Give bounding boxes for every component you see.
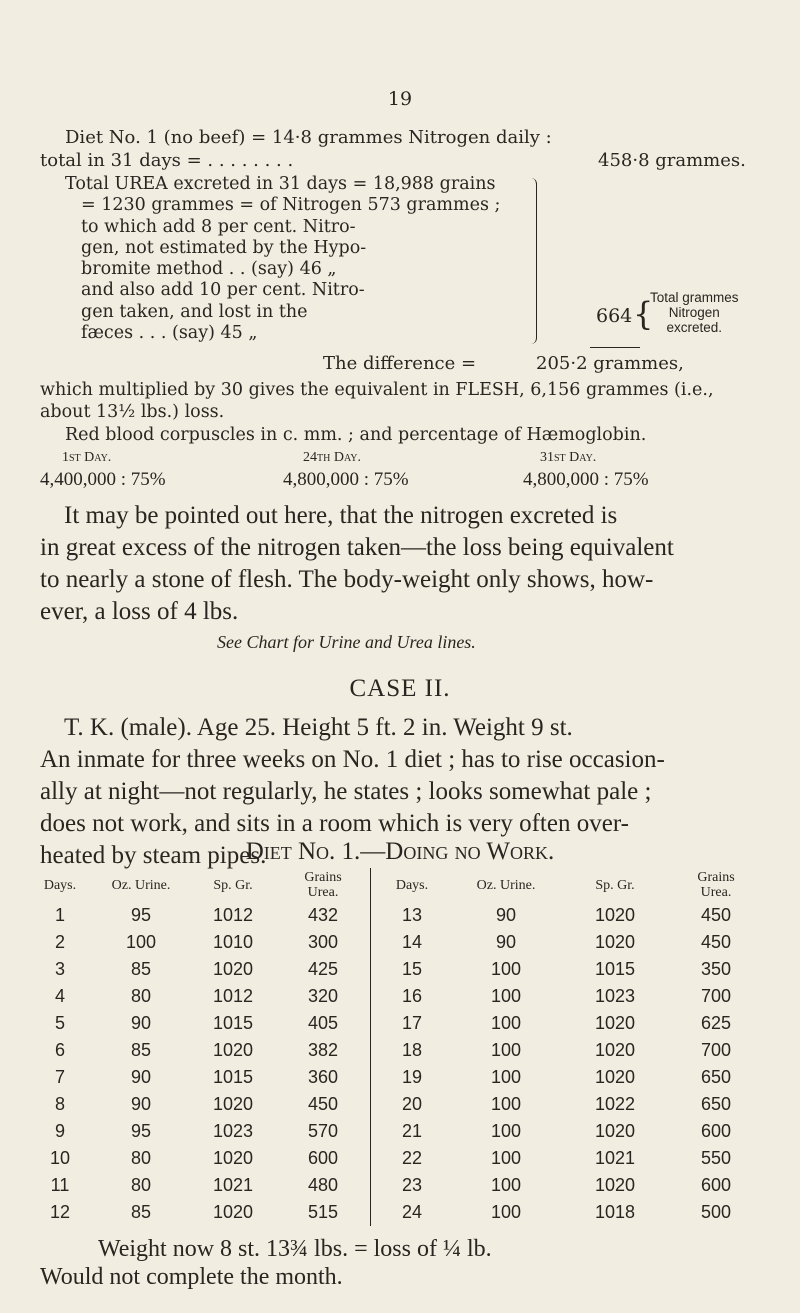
total-label-line: Total grammes xyxy=(650,290,739,305)
table-cell: 382 xyxy=(307,1040,339,1060)
col-header xyxy=(276,868,371,902)
total-value: 664 xyxy=(596,305,633,327)
table-cell: 100 xyxy=(490,1040,522,1060)
table-cell: 100 xyxy=(490,1121,522,1141)
see-chart-note: See Chart for Urine and Urea lines. xyxy=(217,632,476,652)
paragraph-line: ever, a loss of 4 lbs. xyxy=(40,598,239,625)
table-cell: 80 xyxy=(130,1175,152,1195)
paragraph-line: It may be pointed out here, that the nitrogen excreted is xyxy=(64,502,618,529)
table-cell: 300 xyxy=(307,932,339,952)
table-cell: 700 xyxy=(700,1040,732,1060)
page-number: 19 xyxy=(387,88,413,110)
table-cell: 4 xyxy=(54,986,65,1006)
table-cell: 1020 xyxy=(594,1067,636,1087)
table-cell: 21 xyxy=(371,1118,454,1145)
table-cell: 450 xyxy=(307,1094,339,1114)
table-cell: 1018 xyxy=(594,1202,636,1222)
urine-table xyxy=(28,868,761,1226)
table-cell: 500 xyxy=(700,1202,732,1222)
col-header: Days. xyxy=(371,868,454,902)
table-cell: 1015 xyxy=(212,1067,254,1087)
table-row xyxy=(28,1037,761,1064)
paragraph-line: to nearly a stone of flesh. The body-weight only shows, how- xyxy=(40,566,654,593)
table-cell: 650 xyxy=(700,1067,732,1087)
left-brace: { xyxy=(633,295,654,333)
diet-line-1: Diet No. 1 (no beef) = 14·8 grammes Nitrogen daily : xyxy=(65,127,552,148)
table-cell: 20 xyxy=(371,1091,454,1118)
day-value: 4,800,000 : 75% xyxy=(283,469,409,490)
sum-rule xyxy=(590,347,640,348)
table-cell: 550 xyxy=(700,1148,732,1168)
table-cell: 320 xyxy=(307,986,339,1006)
day-value: 4,800,000 : 75% xyxy=(523,469,649,490)
table-cell: 425 xyxy=(307,959,339,979)
table-row xyxy=(28,1010,761,1037)
day-header: 24th Day. xyxy=(303,450,361,465)
urea-line: = 1230 grammes = of Nitrogen 573 grammes ; xyxy=(81,195,501,216)
col-header: Oz. Urine. xyxy=(111,877,171,893)
table-cell: 450 xyxy=(700,932,732,952)
table-cell: 100 xyxy=(490,1094,522,1114)
diet-line-2-value: 458·8 grammes. xyxy=(598,150,746,171)
table-cell: 432 xyxy=(307,905,339,925)
day-header: 31st Day. xyxy=(540,450,597,465)
day-header: 1st Day. xyxy=(62,450,112,465)
case-line: An inmate for three weeks on No. 1 diet ; has to rise occasion- xyxy=(40,746,665,773)
flesh-line-2: about 13½ lbs.) loss. xyxy=(40,402,225,422)
table-cell: 1020 xyxy=(594,932,636,952)
table-cell: 100 xyxy=(490,1013,522,1033)
table-cell: 90 xyxy=(495,932,517,952)
table-cell: 1021 xyxy=(212,1175,254,1195)
case-line: T. K. (male). Age 25. Height 5 ft. 2 in. Weight 9 st. xyxy=(64,714,573,741)
table-cell: 95 xyxy=(130,1121,152,1141)
table-cell: 80 xyxy=(130,986,152,1006)
total-label xyxy=(650,290,739,335)
table-row xyxy=(28,1118,761,1145)
table-cell: 2 xyxy=(54,932,65,952)
table-cell: 3 xyxy=(54,959,65,979)
table-cell: 90 xyxy=(130,1067,152,1087)
table-cell: 14 xyxy=(371,929,454,956)
table-cell: 1015 xyxy=(212,1013,254,1033)
table-cell: 650 xyxy=(700,1094,732,1114)
table-cell: 1020 xyxy=(594,1040,636,1060)
table-cell: 1015 xyxy=(594,959,636,979)
col-header: Sp. Gr. xyxy=(595,877,635,893)
urea-line: to which add 8 per cent. Nitro- xyxy=(81,216,356,237)
table-cell: 24 xyxy=(371,1199,454,1226)
diet-title: Diet No. 1.—Doing no Work. xyxy=(245,838,555,865)
urea-line: and also add 10 per cent. Nitro- xyxy=(81,280,365,301)
table-header-row xyxy=(28,868,761,902)
diet-line-2: total in 31 days = . . . . . . . . xyxy=(40,150,294,171)
table-cell: 1020 xyxy=(212,1094,254,1114)
table-cell: 10 xyxy=(49,1148,71,1168)
table-cell: 1010 xyxy=(212,932,254,952)
table-cell: 90 xyxy=(130,1094,152,1114)
table-cell: 570 xyxy=(307,1121,339,1141)
urea-line: fæces . . . (say) 45 „ xyxy=(81,323,258,344)
table-cell: 80 xyxy=(130,1148,152,1168)
difference-value: 205·2 grammes, xyxy=(536,353,684,374)
table-cell: 100 xyxy=(490,1148,522,1168)
case-line: heated by steam pipes. xyxy=(40,842,267,869)
urea-line: gen, not estimated by the Hypo- xyxy=(81,237,367,258)
table-cell: 100 xyxy=(490,1202,522,1222)
table-cell: 23 xyxy=(371,1172,454,1199)
table-cell: 360 xyxy=(307,1067,339,1087)
table-cell: 600 xyxy=(700,1175,732,1195)
table-row xyxy=(28,902,761,929)
table-row xyxy=(28,1091,761,1118)
table-cell: 515 xyxy=(307,1202,339,1222)
table-cell: 5 xyxy=(54,1013,65,1033)
table-cell: 7 xyxy=(54,1067,65,1087)
col-header xyxy=(671,868,761,902)
table-cell: 11 xyxy=(50,1175,70,1195)
table-row xyxy=(28,929,761,956)
table-cell: 19 xyxy=(371,1064,454,1091)
table-cell: 1020 xyxy=(594,905,636,925)
brace xyxy=(528,178,537,344)
table-cell: 1020 xyxy=(594,1175,636,1195)
col-header-text: Grains Urea. xyxy=(304,870,342,900)
table-cell: 16 xyxy=(371,983,454,1010)
red-blood-text: Red blood corpuscles in c. mm. ; and percentage of Hæmoglobin. xyxy=(65,425,647,445)
table-cell: 405 xyxy=(307,1013,339,1033)
table-cell: 22 xyxy=(371,1145,454,1172)
table-cell: 1012 xyxy=(212,986,254,1006)
urea-line: gen taken, and lost in the xyxy=(81,301,308,322)
table-row xyxy=(28,956,761,983)
table-cell: 1012 xyxy=(212,905,254,925)
table-cell: 100 xyxy=(490,1067,522,1087)
flesh-line-1: which multiplied by 30 gives the equivalent in FLESH, 6,156 grammes (i.e., xyxy=(40,380,714,400)
table-cell: 15 xyxy=(371,956,454,983)
table-cell: 13 xyxy=(371,902,454,929)
case-title: CASE II. xyxy=(349,675,451,702)
table-cell: 600 xyxy=(700,1121,732,1141)
not-complete: Would not complete the month. xyxy=(40,1264,343,1290)
table-row xyxy=(28,1145,761,1172)
total-label-line: Nitrogen xyxy=(668,305,720,320)
table-row xyxy=(28,983,761,1010)
table-cell: 1021 xyxy=(594,1148,636,1168)
table-cell: 18 xyxy=(371,1037,454,1064)
table-body xyxy=(28,902,761,1226)
table-cell: 1020 xyxy=(594,1121,636,1141)
table-cell: 9 xyxy=(54,1121,65,1141)
table-cell: 1020 xyxy=(212,1202,254,1222)
table-cell: 90 xyxy=(130,1013,152,1033)
table-cell: 85 xyxy=(130,1040,152,1060)
table-cell: 450 xyxy=(700,905,732,925)
table-cell: 8 xyxy=(54,1094,65,1114)
table-cell: 700 xyxy=(700,986,732,1006)
weight-now: Weight now 8 st. 13¾ lbs. = loss of ¼ lb. xyxy=(98,1236,492,1262)
col-header: Sp. Gr. xyxy=(213,877,253,893)
table-cell: 1020 xyxy=(212,1148,254,1168)
table-cell: 85 xyxy=(130,1202,152,1222)
table-cell: 1020 xyxy=(212,1040,254,1060)
table-cell: 17 xyxy=(371,1010,454,1037)
table-row xyxy=(28,1199,761,1226)
table-cell: 480 xyxy=(307,1175,339,1195)
table-row xyxy=(28,1172,761,1199)
table-cell: 90 xyxy=(495,905,517,925)
case-line: ally at night—not regularly, he states ; looks somewhat pale ; xyxy=(40,778,652,805)
paragraph-line: in great excess of the nitrogen taken—the loss being equivalent xyxy=(40,534,674,561)
table-cell: 1023 xyxy=(594,986,636,1006)
table-cell: 100 xyxy=(490,986,522,1006)
difference-label: The difference = xyxy=(323,353,477,374)
urea-line: Total UREA excreted in 31 days = 18,988 grains xyxy=(65,174,496,194)
table-cell: 350 xyxy=(700,959,732,979)
table-cell: 625 xyxy=(700,1013,732,1033)
table-cell: 100 xyxy=(125,932,157,952)
case-line: does not work, and sits in a room which is very often over- xyxy=(40,810,629,837)
table-cell: 600 xyxy=(307,1148,339,1168)
table-cell: 1020 xyxy=(594,1013,636,1033)
table-cell: 1 xyxy=(54,905,65,925)
col-header: Days. xyxy=(43,877,77,893)
col-header: Oz. Urine. xyxy=(476,877,536,893)
day-value: 4,400,000 : 75% xyxy=(40,469,166,490)
total-label-line: excreted. xyxy=(666,320,723,335)
table-cell: 100 xyxy=(490,1175,522,1195)
table-cell: 95 xyxy=(130,905,152,925)
paragraph xyxy=(40,500,780,628)
table-cell: 1022 xyxy=(594,1094,636,1114)
col-header-text: Grains Urea. xyxy=(697,870,735,900)
table-cell: 12 xyxy=(49,1202,71,1222)
table-cell: 100 xyxy=(490,959,522,979)
table-cell: 85 xyxy=(130,959,152,979)
urea-line: bromite method . . (say) 46 „ xyxy=(81,259,337,280)
table-cell: 6 xyxy=(54,1040,65,1060)
table-cell: 1020 xyxy=(212,959,254,979)
urea-block xyxy=(65,174,500,344)
table-row xyxy=(28,1064,761,1091)
table-cell: 1023 xyxy=(212,1121,254,1141)
